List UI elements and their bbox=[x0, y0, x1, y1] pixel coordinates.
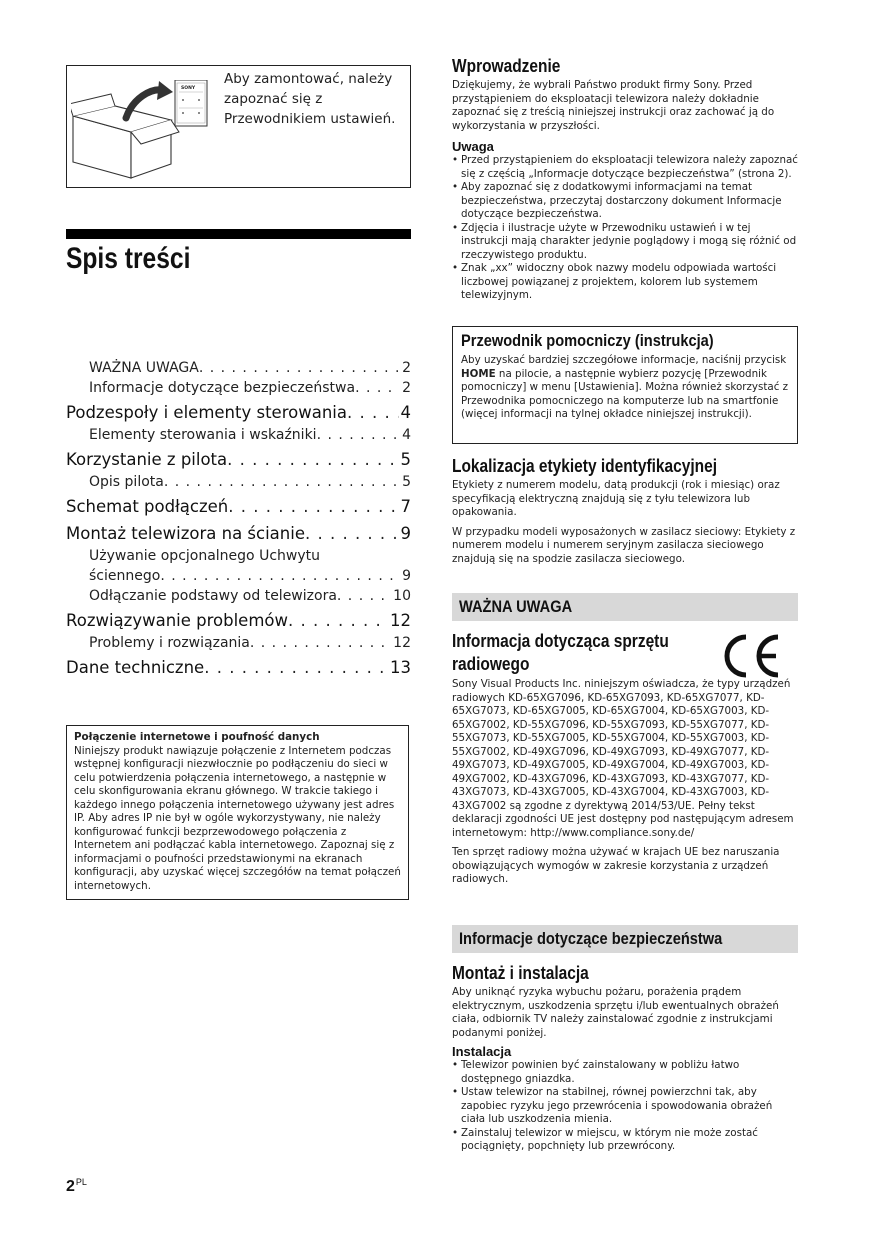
tv-box-unpacking-illustration bbox=[71, 80, 221, 180]
toc-leader-dots bbox=[160, 566, 400, 586]
toc-entry[interactable] bbox=[66, 425, 411, 445]
toc-entry-label: Schemat podłączeń bbox=[66, 497, 229, 516]
toc-entry-page: 5 bbox=[402, 474, 411, 490]
toc-entry-label: Montaż telewizora na ścianie bbox=[66, 524, 305, 543]
radio-usage-text: Ten sprzęt radiowy można używać w krajach UE bez naruszania obowiązujących wymogów w zakresie korzystania z urządzeń radiowych. bbox=[452, 846, 780, 885]
toc-entry-page: 4 bbox=[402, 427, 411, 443]
internet-privacy-notice bbox=[66, 725, 409, 900]
help-guide-title: Przewodnik pomocniczy (instrukcja) bbox=[461, 331, 714, 350]
mounting-body: Aby uniknąć ryzyka wybuchu pożaru, porażenia prądem elektrycznym, uszkodzenia sprzętu i/lub ewentualnych obrażeń ciała, odbiornik TV należy zainstalować zgodnie z instrukcjami podanymi poniżej. bbox=[452, 986, 779, 1039]
intro-title: Wprowadzenie bbox=[452, 56, 561, 76]
toc-entry-page: 13 bbox=[390, 658, 411, 677]
toc-entry-label: Używanie opcjonalnego Uchwytu bbox=[89, 548, 320, 564]
toc-entry-label: Rozwiązywanie problemów bbox=[66, 611, 289, 630]
installation-list bbox=[452, 1059, 798, 1154]
radio-equipment-title: Informacja dotycząca sprzętu radiowego bbox=[452, 631, 669, 674]
radio-equipment-body bbox=[452, 678, 798, 887]
toc-entry-label: Odłączanie podstawy od telewizora bbox=[89, 588, 337, 604]
toc-entry-page: 9 bbox=[400, 524, 411, 543]
toc-entry[interactable] bbox=[66, 656, 411, 680]
toc-divider-bar bbox=[66, 229, 411, 239]
toc-title: Spis treści bbox=[66, 242, 191, 275]
toc-entry[interactable] bbox=[66, 472, 411, 492]
toc-leader-dots bbox=[305, 522, 399, 546]
toc-leader-dots bbox=[347, 401, 399, 425]
label-location-p1: Etykiety z numerem modelu, datą produkcji (rok i miesiąc) oraz specyfikacją elektryczną znajdują się z tyłu telewizora lub opakowania. bbox=[452, 479, 780, 518]
toc-leader-dots bbox=[204, 656, 388, 680]
toc-entry-page: 4 bbox=[400, 403, 411, 422]
toc-entry-label: Opis pilota bbox=[89, 474, 164, 490]
toc-leader-dots bbox=[228, 495, 398, 519]
ce-mark-icon bbox=[720, 633, 782, 679]
setup-notice-box bbox=[66, 65, 411, 188]
help-guide-body: Aby uzyskać bardziej szczegółowe informacje, naciśnij przycisk HOME na pilocie, a następnie wybierz pozycję [Przewodnik pomocniczy] w menu [Ustawienia]. Można również skorzystać z Przewodnika pomocniczego na komputerze lub na smartfonie (więcej informacji na tylnej okładce niniejszej instrukcji). bbox=[461, 354, 789, 420]
toc-entry[interactable] bbox=[66, 495, 411, 519]
home-button-label: HOME bbox=[461, 367, 496, 380]
toc-entry[interactable] bbox=[66, 378, 411, 398]
toc-entry-label: Elementy sterowania i wskaźniki bbox=[89, 427, 317, 443]
toc-entry-label: WAŻNA UWAGA bbox=[89, 360, 199, 376]
language-code: PL bbox=[75, 1177, 87, 1187]
toc-entry-page: 12 bbox=[393, 635, 411, 651]
list-item: • Zdjęcia i ilustracje użyte w Przewodniku ustawień i w tej instrukcji mają charakter jedynie poglądowy i mogą się różnić od rzeczywistego produktu. bbox=[452, 222, 798, 263]
toc-entry-page: 5 bbox=[400, 450, 411, 469]
toc-entry-label: Korzystanie z pilota bbox=[66, 450, 228, 469]
toc-entry-page: 12 bbox=[390, 611, 411, 630]
label-location-section bbox=[452, 456, 798, 566]
installation-title: Instalacja bbox=[452, 1044, 512, 1059]
toc-entry-page: 2 bbox=[402, 380, 411, 396]
setup-instruction-text: Aby zamontować, należy zapoznać się z Przewodnikiem ustawień. bbox=[224, 71, 396, 127]
mounting-title: Montaż i instalacja bbox=[452, 963, 589, 983]
note-list bbox=[452, 154, 798, 303]
label-location-title: Lokalizacja etykiety identyfikacyjnej bbox=[452, 456, 718, 476]
toc-leader-dots bbox=[199, 358, 400, 378]
intro-body: Dziękujemy, że wybrali Państwo produkt firmy Sony. Przed przystąpieniem do eksploatacji telewizora należy dokładnie zapoznać się z treścią niniejszej instrukcji oraz zachować ją do wykorzystania w przyszłości. bbox=[452, 79, 775, 132]
list-item: • Przed przystąpieniem do eksploatacji telewizora należy zapoznać się z częścią „Informacje dotyczące bezpieczeństwa” (strona 2). bbox=[452, 154, 798, 181]
toc-leader-dots bbox=[164, 472, 400, 492]
toc-entry[interactable] bbox=[66, 566, 411, 586]
label-location-p2: W przypadku modeli wyposażonych w zasilacz sieciowy: Etykiety z numerem modelu i numerem seryjnym zasilacza sieciowego znajdują się na spodzie zasilacza sieciowego. bbox=[452, 525, 796, 565]
toc-leader-dots bbox=[288, 609, 388, 633]
sony-logo: SONY bbox=[181, 86, 196, 91]
list-item: • Aby zapoznać się z dodatkowymi informacjami na temat bezpieczeństwa, przeczytaj dostarczony dokument Informacje dotyczące bezpieczeństwa. bbox=[452, 181, 798, 222]
toc-entry-label: Podzespoły i elementy sterowania bbox=[66, 403, 347, 422]
toc-entry[interactable] bbox=[66, 609, 411, 633]
toc-entry-label: Informacje dotyczące bezpieczeństwa bbox=[89, 380, 356, 396]
page-number: $2^{PL}$ bbox=[66, 1177, 87, 1195]
safety-header: Informacje dotyczące bezpieczeństwa bbox=[452, 925, 798, 953]
intro-section bbox=[452, 56, 798, 303]
radio-equipment-title-block bbox=[452, 630, 712, 676]
internet-notice-body: Niniejszy produkt nawiązuje połączenie z Internetem podczas wstępnej konfiguracji niezwłocznie po podłączeniu do sieci w celu potwierdzenia połączenia internetowego, a następnie w celu skonfigurowania ekranu głównego. W trakcie takiego i każdego innego połączenia internetowego używany jest adres IP. Aby adres IP nie był w ogóle wykorzystywany, nie należy konfigurować funkcji bezprzewodowego połączenia z Internetem ani podłączać kabla internetowego. Zapoznaj się z informacjami o poufności przedstawionymi na ekranach konfiguracji, aby uzyskać więcej szczegółów na temat połączeń internetowych. bbox=[74, 744, 401, 892]
toc-entry[interactable] bbox=[66, 522, 411, 546]
toc-entry-label: Problemy i rozwiązania bbox=[89, 635, 250, 651]
list-item: • Znak „xx” widoczny obok nazwy modelu odpowiada wartości liczbowej powiązanej z projektem, kolorem lub systemem telewizyjnym. bbox=[452, 262, 798, 303]
toc-entry-page: 9 bbox=[402, 568, 411, 584]
toc-leader-dots bbox=[227, 448, 398, 472]
list-item: • Telewizor powinien być zainstalowany w pobliżu łatwo dostępnego gniazdka. bbox=[452, 1059, 798, 1086]
toc-entry[interactable] bbox=[66, 448, 411, 472]
toc-leader-dots bbox=[250, 633, 391, 653]
list-item: • Ustaw telewizor na stabilnej, równej powierzchni tak, aby zapobiec ryzyku jego przewrócenia i spowodowania obrażeń ciała lub uszkodzenia mienia. bbox=[452, 1086, 798, 1127]
mounting-section bbox=[452, 963, 798, 1154]
toc-entry[interactable] bbox=[66, 633, 411, 653]
toc-leader-dots bbox=[337, 586, 391, 606]
toc-entry-page: 10 bbox=[393, 588, 411, 604]
toc-entry-label: Dane techniczne bbox=[66, 658, 205, 677]
toc-leader-dots bbox=[317, 425, 401, 445]
toc-entry-page: 2 bbox=[402, 360, 411, 376]
important-notice-header: WAŻNA UWAGA bbox=[452, 593, 798, 621]
note-title: Uwaga bbox=[452, 139, 494, 154]
radio-declaration-text: Sony Visual Products Inc. niniejszym oświadcza, że typy urządzeń radiowych KD-65XG7096, KD-65XG7093, KD-65XG7077, KD-65XG7073, KD-65XG7005, KD-65XG7004, KD-65XG7003, KD-65XG7002, KD-55XG7096, KD-55XG7093, KD-55XG7077, KD-55XG7073, KD-55XG7005, KD-55XG7004, KD-55XG7003, KD-55XG7002, KD-49XG7096, KD-49XG7093, KD-49XG7077, KD-49XG7073, KD-49XG7005, KD-49XG7004, KD-49XG7003, KD-49XG7002, KD-43XG7096, KD-43XG7093, KD-43XG7077, KD-43XG7073, KD-43XG7005, KD-43XG7004, KD-43XG7003, KD-43XG7002 są zgodne z dyrektywą 2014/53/UE. Pełny tekst deklaracji zgodności UE jest dostępny pod następującym adresem internetowym: http://www.compliance.sony.de/ bbox=[452, 678, 794, 839]
internet-notice-heading: Połączenie internetowe i poufność danych bbox=[74, 731, 320, 743]
table-of-contents bbox=[66, 358, 411, 680]
toc-entry-label: ściennego bbox=[89, 568, 161, 584]
list-item: • Zainstaluj telewizor w miejscu, w którym nie może zostać pociągnięty, popchnięty lub przewrócony. bbox=[452, 1127, 798, 1154]
toc-entry-page: 7 bbox=[400, 497, 411, 516]
toc-entry[interactable] bbox=[66, 401, 411, 425]
toc-entry[interactable] bbox=[66, 586, 411, 606]
toc-entry[interactable] bbox=[66, 546, 411, 566]
toc-entry[interactable] bbox=[66, 358, 411, 378]
help-guide-box bbox=[452, 326, 798, 444]
toc-leader-dots bbox=[355, 378, 400, 398]
